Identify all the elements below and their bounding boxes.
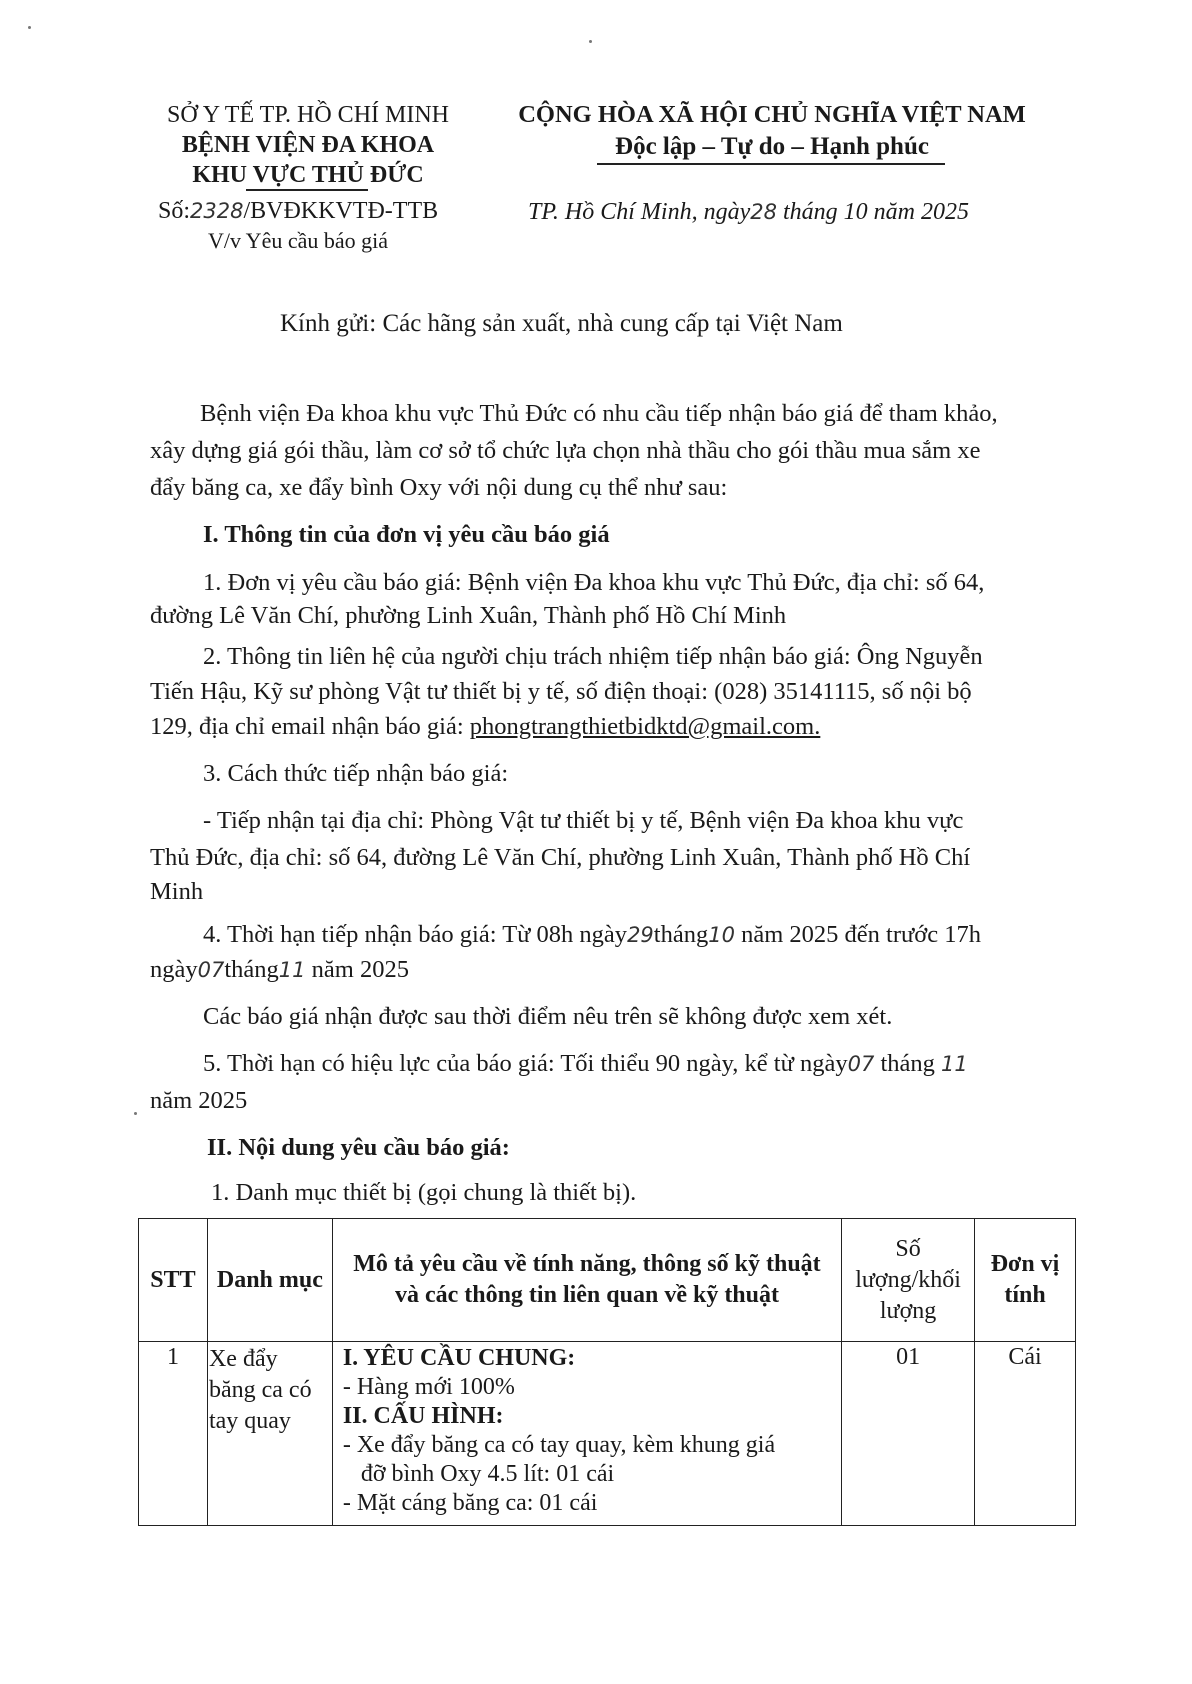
motto: Độc lập – Tự do – Hạnh phúc — [615, 133, 929, 160]
row1-quantity: 01 — [842, 1342, 975, 1526]
section2-title: II. Nội dung yêu cầu báo giá: — [207, 1134, 510, 1161]
header-quantity — [842, 1219, 975, 1342]
item1-line2: đường Lê Văn Chí, phường Linh Xuân, Thành phố Hồ Chí Minh — [150, 602, 787, 629]
header-quantity-line2: lượng/khối — [855, 1266, 961, 1293]
item2-line2: Tiến Hậu, Kỹ sư phòng Vật tư thiết bị y tế, số điện thoại: (028) 35141115, số nội bộ — [150, 678, 972, 705]
header-stt: STT — [139, 1219, 208, 1342]
doc-number-handwritten: 2328 — [190, 199, 244, 223]
item4-hw-month1: 10 — [708, 923, 735, 947]
row1-name-line3: tay quay — [208, 1408, 291, 1434]
scan-speck — [589, 40, 592, 43]
table-row — [139, 1342, 1076, 1526]
spec-line-new: - Hàng mới 100% — [342, 1374, 515, 1400]
item5-hw-month: 11 — [941, 1052, 968, 1076]
item5-text1: 5. Thời hạn có hiệu lực của báo giá: Tối thiểu 90 ngày, kể từ ngày — [203, 1050, 848, 1077]
item2-line3 — [150, 710, 820, 744]
item4-text1: 4. Thời hạn tiếp nhận báo giá: Từ 08h ngày — [203, 921, 628, 948]
header-unit — [975, 1219, 1076, 1342]
date-day-handwritten: 28 — [750, 200, 777, 224]
republic-title: CỘNG HÒA XÃ HỘI CHỦ NGHĨA VIỆT NAM — [518, 101, 1026, 128]
subject-line: V/v Yêu cầu báo giá — [208, 228, 389, 253]
section1-title: I. Thông tin của đơn vị yêu cầu báo giá — [203, 521, 610, 548]
date-line — [528, 199, 969, 226]
table-header-row — [139, 1219, 1076, 1342]
dept-line: SỞ Y TẾ TP. HỒ CHÍ MINH — [166, 102, 450, 128]
hospital-underline — [246, 189, 368, 191]
doc-number-suffix: /BVĐKKVTĐ-TTB — [243, 198, 439, 224]
date-prefix: TP. Hồ Chí Minh, ngày — [528, 199, 751, 225]
row1-name-line2: băng ca có — [208, 1377, 312, 1403]
spec-heading-config: II. CẤU HÌNH: — [342, 1403, 504, 1429]
intro-line2: xây dựng giá gói thầu, làm cơ sở tổ chức lựa chọn nhà thầu cho gói thầu mua sắm xe — [150, 437, 981, 464]
scan-speck — [134, 1112, 137, 1115]
item5-line1 — [203, 1047, 968, 1081]
spec-heading-general: I. YÊU CẦU CHUNG: — [342, 1345, 576, 1371]
header-left — [148, 100, 468, 190]
item2-line1: 2. Thông tin liên hệ của người chịu trách nhiệm tiếp nhận báo giá: Ông Nguyễn — [203, 643, 983, 670]
item4-line2 — [150, 953, 409, 987]
header-quantity-line1: Số — [895, 1235, 921, 1262]
item4-hw-day2: 07 — [197, 958, 225, 982]
doc-number — [158, 198, 438, 225]
item4-text2: tháng — [653, 921, 709, 948]
item4-text6: năm 2025 — [311, 956, 409, 983]
hospital-line1: BỆNH VIỆN ĐA KHOA — [181, 132, 435, 158]
item3-detail-line3: Minh — [150, 878, 204, 905]
item4-text3: năm 2025 đến trước 17h — [741, 921, 981, 948]
item3-detail-line1: - Tiếp nhận tại địa chỉ: Phòng Vật tư thiết bị y tế, Bệnh viện Đa khoa khu vực — [203, 807, 964, 834]
header-description — [332, 1219, 841, 1342]
item5-hw-day: 07 — [847, 1052, 875, 1076]
row1-unit: Cái — [975, 1342, 1076, 1526]
spec-line-cart-cont: đỡ bình Oxy 4.5 lít: 01 cái — [360, 1461, 615, 1487]
spec-line-cart: - Xe đẩy băng ca có tay quay, kèm khung giá — [342, 1432, 776, 1458]
item2-line3-text: 129, địa chỉ email nhận báo giá: — [150, 713, 464, 740]
item4-hw-month2: 11 — [278, 958, 306, 982]
header-right — [498, 100, 1046, 164]
late-note: Các báo giá nhận được sau thời điểm nêu trên sẽ không được xem xét. — [203, 1003, 893, 1030]
intro-line3: đẩy băng ca, xe đẩy bình Oxy với nội dung cụ thể như sau: — [150, 474, 728, 501]
item3: 3. Cách thức tiếp nhận báo giá: — [203, 760, 509, 787]
motto-underline — [597, 163, 945, 165]
date-suffix: tháng 10 năm 2025 — [782, 199, 969, 225]
spec-line-stretcher: - Mặt cáng băng ca: 01 cái — [342, 1490, 598, 1516]
item3-detail-line2: Thủ Đức, địa chỉ: số 64, đường Lê Văn Chí, phường Linh Xuân, Thành phố Hồ Chí — [150, 844, 971, 871]
header-unit-line2: tính — [1004, 1282, 1046, 1308]
hospital-line2: KHU VỰC THỦ ĐỨC — [192, 162, 424, 188]
row1-name — [207, 1342, 332, 1526]
header-category: Danh mục — [207, 1219, 332, 1342]
item4-text5: tháng — [224, 956, 279, 983]
header-description-line1: Mô tả yêu cầu về tính năng, thông số kỹ thuật — [353, 1251, 821, 1277]
equipment-table — [138, 1218, 1076, 1526]
doc-number-prefix: Số: — [158, 198, 191, 224]
header-quantity-line3: lượng — [879, 1297, 937, 1324]
header-unit-line1: Đơn vị — [990, 1251, 1060, 1277]
item4-line1 — [203, 918, 981, 952]
row1-name-line1: Xe đẩy — [208, 1346, 278, 1372]
email-link[interactable]: phongtrangthietbidktd@gmail.com. — [469, 713, 821, 740]
item1-line1: 1. Đơn vị yêu cầu báo giá: Bệnh viện Đa khoa khu vực Thủ Đức, địa chỉ: số 64, — [203, 569, 985, 596]
header-description-line2: và các thông tin liên quan về kỹ thuật — [394, 1282, 779, 1308]
item5-text2: tháng — [880, 1050, 935, 1077]
item4-hw-day1: 29 — [627, 923, 654, 947]
item4-text4: ngày — [150, 956, 198, 983]
intro-line1: Bệnh viện Đa khoa khu vực Thủ Đức có nhu cầu tiếp nhận báo giá để tham khảo, — [200, 400, 998, 427]
row1-spec — [332, 1342, 841, 1526]
row1-stt: 1 — [139, 1342, 208, 1526]
item5-line2: năm 2025 — [150, 1087, 248, 1114]
list-intro: 1. Danh mục thiết bị (gọi chung là thiết bị). — [211, 1179, 637, 1206]
scan-speck — [28, 26, 31, 29]
salutation: Kính gửi: Các hãng sản xuất, nhà cung cấp tại Việt Nam — [280, 310, 843, 337]
